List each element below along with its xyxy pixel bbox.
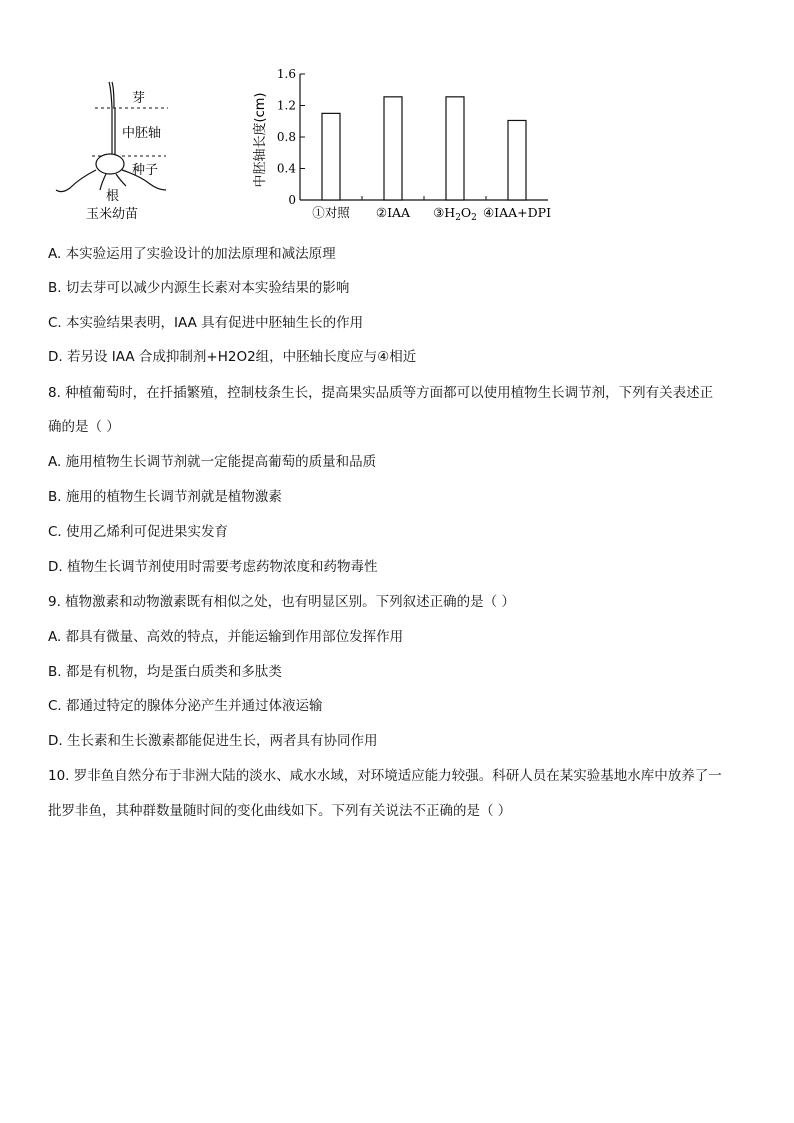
q7-option-a: A. 本实验运用了实验设计的加法原理和减法原理 xyxy=(48,246,336,262)
y-axis-label: 中胚轴长度(cm) xyxy=(253,92,268,188)
y-tick-label: 0 xyxy=(288,193,296,207)
q7-option-d: D. 若另设 IAA 合成抑制剂+H2O2组，中胚轴长度应与④相近 xyxy=(48,349,417,365)
corn-seedling-diagram xyxy=(40,60,190,225)
q8-option-d: D. 植物生长调节剂使用时需要考虑药物浓度和药物毒性 xyxy=(48,559,378,575)
root-middle xyxy=(100,174,106,190)
q8-stem-line2: 确的是（ ） xyxy=(48,419,120,435)
bud-stem-left xyxy=(109,82,112,108)
root-small xyxy=(116,174,126,186)
q8-option-b: B. 施用的植物生长调节剂就是植物激素 xyxy=(48,489,282,505)
q7-option-b: B. 切去芽可以减少内源生长素对本实验结果的影响 xyxy=(48,280,350,296)
q8-option-c: C. 使用乙烯利可促进果实发育 xyxy=(48,524,229,540)
q10-stem-line1: 10. 罗非鱼自然分布于非洲大陆的淡水、咸水水域，对环境适应能力较强。科研人员在某实验基地水库中放养了一 xyxy=(48,768,722,784)
label-mesocotyl: 中胚轴 xyxy=(122,126,162,141)
bar xyxy=(384,97,402,200)
figure-row xyxy=(0,0,794,230)
q10-stem-line2: 批罗非鱼，其种群数量随时间的变化曲线如下。下列有关说法不正确的是（ ） xyxy=(48,803,512,819)
x-tick-label: ④IAA+DPI xyxy=(482,205,552,220)
x-tick-label: $③H_2O_2$ xyxy=(433,205,477,223)
bar xyxy=(322,113,340,200)
label-root: 根 xyxy=(106,189,120,204)
bar xyxy=(508,120,526,200)
y-tick-label: 0.8 xyxy=(276,130,296,144)
bars xyxy=(322,97,526,200)
q8-stem-line1: 8. 种植葡萄时，在扦插繁殖，控制枝条生长，提高果实品质等方面都可以使用植物生长调节剂，下列有关表述正 xyxy=(48,385,714,401)
x-tick-label: ②IAA xyxy=(375,205,411,220)
y-tick-label: 1.2 xyxy=(276,98,296,113)
seedling-caption: 玉米幼苗 xyxy=(86,207,139,222)
mesocotyl-length-chart xyxy=(240,60,580,225)
q9-option-d: D. 生长素和生长激素都能促进生长，两者具有协同作用 xyxy=(48,733,378,749)
y-tick-label: 1.6 xyxy=(276,67,296,81)
q9-stem: 9. 植物激素和动物激素既有相似之处，也有明显区别。下列叙述正确的是（ ） xyxy=(48,594,515,610)
y-ticks xyxy=(277,67,305,207)
y-tick-label: 0.4 xyxy=(276,161,296,176)
x-tick-label: ①对照 xyxy=(312,205,350,220)
q9-option-b: B. 都是有机物，均是蛋白质类和多肽类 xyxy=(48,664,282,680)
q7-option-c: C. 本实验结果表明，IAA 具有促进中胚轴生长的作用 xyxy=(48,315,364,331)
q9-option-a: A. 都具有微量、高效的特点，并能运输到作用部位发挥作用 xyxy=(48,629,404,645)
seed-shape xyxy=(96,154,124,174)
q8-option-a: A. 施用植物生长调节剂就一定能提高葡萄的质量和品质 xyxy=(48,454,377,470)
label-seed: 种子 xyxy=(132,163,159,178)
label-bud: 芽 xyxy=(132,91,146,106)
bar xyxy=(446,97,464,200)
q9-option-c: C. 都通过特定的腺体分泌产生并通过体液运输 xyxy=(48,698,323,714)
root-left xyxy=(56,170,96,192)
